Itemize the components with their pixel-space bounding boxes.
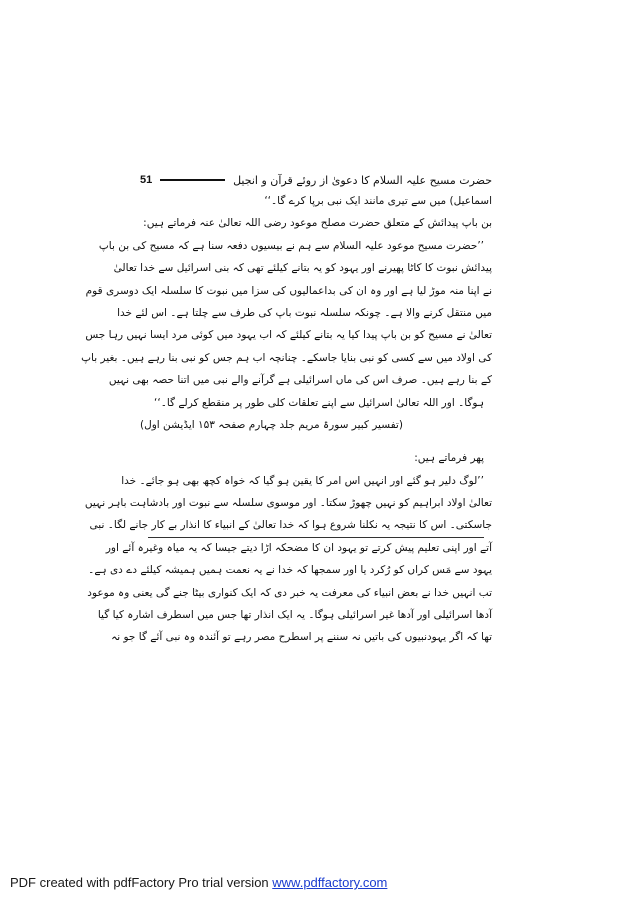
text-line: تعالیٰ اولاد ابراہیم کو نہیں چھوڑ سکتا۔ اور موسوی سلسلہ سے نبوت اور بادشاہت باہر نہیں — [84, 497, 492, 510]
text-line: اسماعیل) میں سے تیری مانند ایک نبی برپا کرے گا۔‘‘ — [264, 195, 492, 207]
header-rule — [160, 179, 225, 181]
text-line: کے بنا رہے ہیں۔ صرف اس کی ماں اسرائیلی ہے گرآنے والے نبی میں اتنا حصہ بھی نہیں — [108, 374, 492, 387]
text-line: تعالیٰ نے مسیح کو بن باپ پیدا کیا یہ بتانے کیلئے کہ اب یہود میں کوئی مرد ایسا نہیں رہا جس — [85, 329, 492, 342]
text-line: تب انہیں خدا نے بعض انبیاء کی معرفت یہ خبر دی کہ ایک کنواری بیٹا جنے گی یعنی وہ موعود — [87, 586, 492, 599]
footer-link[interactable]: www.pdffactory.com — [272, 875, 388, 890]
text-line: پیدائش نبوت کا کاٹا پھیرنے اور یہود کو یہ بتانے کیلئے تھی کہ بنی اسرائیل سے خدا تعالیٰ — [113, 262, 492, 275]
footer-rule — [148, 537, 484, 538]
text-line: پھر فرماتے ہیں: — [414, 452, 484, 465]
text-line: ’’حضرت مسیح موعود علیہ السلام سے ہم نے بیسیوں دفعہ سنا ہے کہ مسیح کی بن باپ — [98, 239, 484, 252]
text-line: جاسکتی۔ اس کا نتیجہ یہ نکلنا شروع ہوا کہ خدا تعالیٰ کے انبیاء کا انذار بے کار جانے لگا۔ نبی — [89, 519, 492, 532]
text-line: یہود سے مَس کراں کو رُکرد یا اور سمجھا کہ خدا نے یہ نعمت ہمیں ہمیشہ کیلئے دے دی ہے۔ — [88, 564, 492, 577]
footer-text: PDF created with pdfFactory Pro trial version — [10, 875, 273, 890]
text-line: میں منتقل کرنے والا ہے۔ چونکہ سلسلہ نبوت باپ کی طرف سے چلتا ہے۔ اس لئے خدا — [117, 306, 492, 319]
page-number: 51 — [140, 174, 153, 186]
pdf-footer — [10, 875, 387, 890]
header-title: حضرت مسیح علیہ السلام کا دعویٰ از روئے قرآن و انجیل — [233, 173, 492, 187]
page-body — [81, 190, 492, 649]
text-line: آتے اور اپنی تعلیم پیش کرتے تو یہود ان کا مضحکہ اڑا دیتے جیسا کہ یہ میاہ وغیرہ آئے اور — [105, 541, 492, 554]
text-line: آدھا اسرائیلی اور آدھا غیر اسرائیلی ہوگا۔ یہ ایک انذار تھا جس میں اسطرف اشارہ کیا گیا — [97, 609, 492, 622]
running-header — [140, 170, 492, 190]
text-line: تھا کہ اگر یہودنبیوں کی باتیں نہ سننے پر اسطرح مصر رہے تو آئندہ وہ نبی آئے گا جو نہ — [111, 631, 492, 644]
text-line: ہوگا۔ اور اللہ تعالیٰ اسرائیل سے اپنے تعلقات کلی طور پر منقطع کرلے گا۔‘‘ — [154, 396, 484, 409]
paragraph-gap — [140, 436, 492, 447]
citation: (تفسیر کبیر سورۃ مریم جلد چہارم صفحہ ۱۵۳ ایڈیشن اول) — [140, 418, 403, 431]
text-line: کی اولاد میں سے کسی کو نبی بنایا جاسکے۔ چنانچہ اب ہم جس کو نبی بنا رہے ہیں۔ بغیر باپ — [81, 351, 492, 364]
text-line: ’’لوگ دلیر ہو گئے اور انہیں اس امر کا یقین ہو گیا کہ خواہ کچھ بھی ہو جائے۔ خدا — [121, 474, 484, 487]
text-line: نے اپنا منہ موڑ لیا ہے اور وہ ان کی بداعمالیوں کی سزا میں نبوت کا سلسلہ ایک دوسری قوم — [85, 284, 492, 297]
text-line: بن باپ پیدائش کے متعلق حضرت مصلح موعود رضی اللہ تعالیٰ عنہ فرماتے ہیں: — [143, 217, 492, 230]
